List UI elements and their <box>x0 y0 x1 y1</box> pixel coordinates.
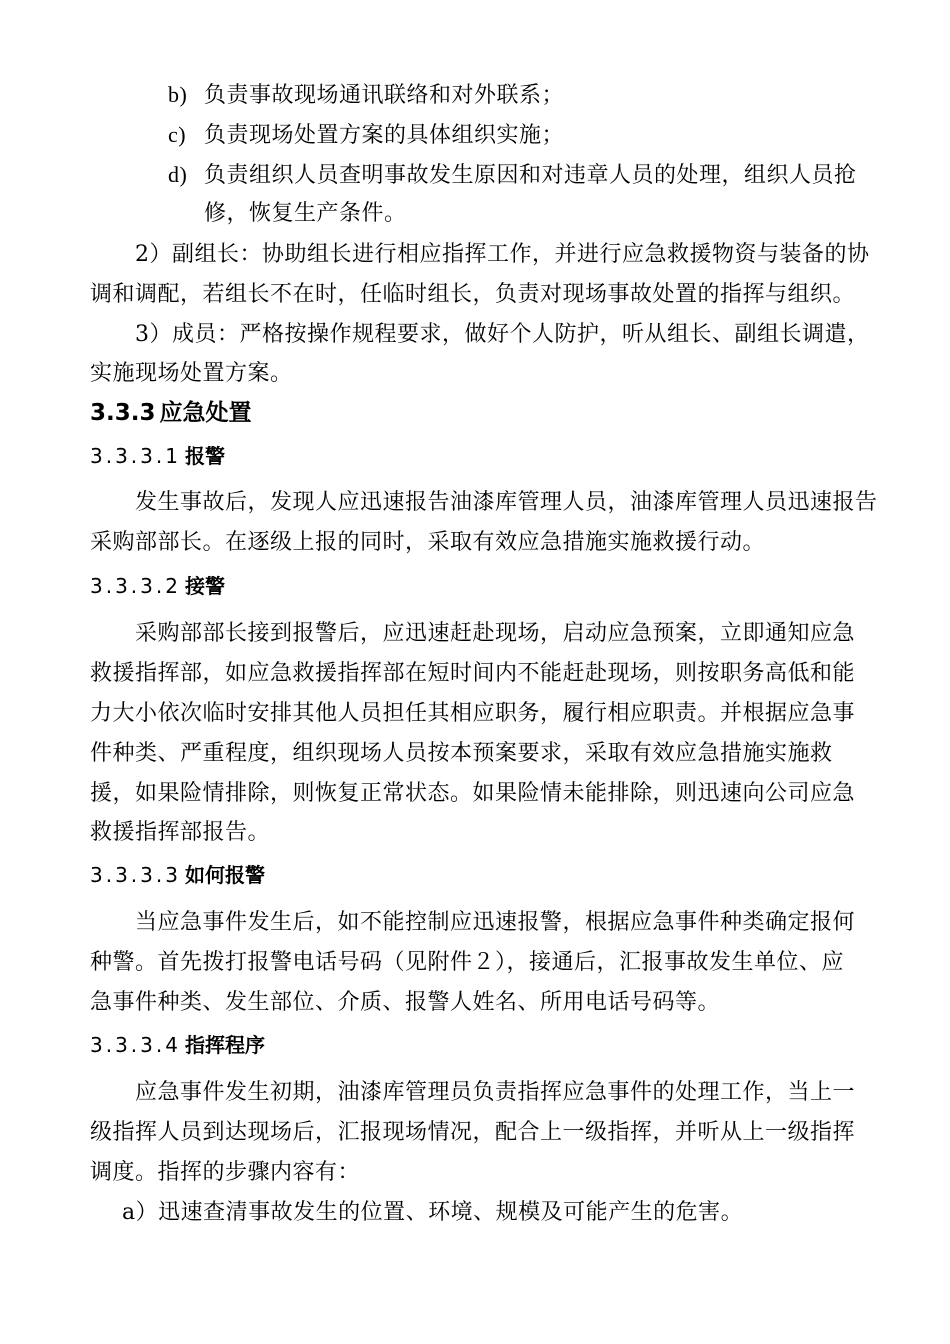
paragraph-line: 件种类、严重程度，组织现场人员按本预案要求，采取有效应急措施实施救 <box>90 741 833 766</box>
subsection-title: 指挥程序 <box>184 1033 265 1057</box>
paragraph-line: 救援指挥部报告。 <box>90 820 271 845</box>
paragraph-line: 发生事故后，发现人应迅速报告油漆库管理人员，油漆库管理人员迅速报告 <box>135 490 878 515</box>
paragraph-line: 实施现场处置方案。 <box>90 361 293 386</box>
list-item-a: a）迅速查清事故发生的位置、环境、规模及可能产生的危害。 <box>122 1200 744 1225</box>
subsection-heading <box>90 442 225 470</box>
subsection-title: 如何报警 <box>184 863 265 887</box>
paragraph-line: 急事件种类、发生部位、介质、报警人姓名、所用电话号码等。 <box>90 990 721 1015</box>
paragraph-line: 应急事件发生初期，油漆库管理员负责指挥应急事件的处理工作，当上一 <box>135 1080 856 1105</box>
paragraph-line: 救援指挥部，如应急救援指挥部在短时间内不能赶赴现场，则按职务高低和能 <box>90 661 856 686</box>
subsection-heading <box>90 861 265 889</box>
subsection-title: 接警 <box>184 574 225 598</box>
paragraph-line: 采购部部长接到报警后，应迅速赶赴现场，启动应急预案，立即通知应急 <box>135 621 856 646</box>
paragraph-line: 3）成员：严格按操作规程要求，做好个人防护，听从组长、副组长调遣， <box>135 322 870 347</box>
paragraph-line: 种警。首先拨打报警电话号码（见附件２），接通后，汇报事故发生单位、应 <box>90 950 845 975</box>
subsection-title: 报警 <box>184 444 225 468</box>
section-number: 3.3.3 <box>90 400 156 426</box>
paragraph-line: 级指挥人员到达现场后，汇报现场情况，配合上一级指挥，并听从上一级指挥 <box>90 1120 856 1145</box>
subsection-heading <box>90 1031 265 1059</box>
list-marker: d) <box>168 162 188 187</box>
paragraph-line: 调度。指挥的步骤内容有： <box>90 1160 361 1185</box>
paragraph-line: 当应急事件发生后，如不能控制应迅速报警，根据应急事件种类确定报何 <box>135 910 856 935</box>
list-item-text: 负责现场处置方案的具体组织实施； <box>204 123 565 148</box>
list-item-b <box>168 80 564 111</box>
paragraph-line: 援，如果险情排除，则恢复正常状态。如果险情未能排除，则迅速向公司应急 <box>90 781 856 806</box>
subsection-number: 3.3.3.3 <box>90 863 181 887</box>
paragraph-line: 2）副组长：协助组长进行相应指挥工作，并进行应急救援物资与装备的协 <box>135 242 870 267</box>
paragraph-line: 采购部部长。在逐级上报的同时，采取有效应急措施实施救援行动。 <box>90 530 766 555</box>
paragraph-line: 力大小依次临时安排其他人员担任其相应职务，履行相应职责。并根据应急事 <box>90 701 856 726</box>
section-title: 应急处置 <box>159 400 252 426</box>
subsection-heading <box>90 572 225 600</box>
list-item-d <box>168 160 857 191</box>
list-item-c <box>168 120 564 151</box>
subsection-number: 3.3.3.4 <box>90 1033 181 1057</box>
list-item-d-continuation: 修，恢复生产条件。 <box>204 201 407 226</box>
section-heading <box>90 398 252 428</box>
list-item-text: 负责事故现场通讯联络和对外联系； <box>204 83 565 108</box>
paragraph-line: 调和调配，若组长不在时，任临时组长，负责对现场事故处置的指挥与组织。 <box>90 282 856 307</box>
list-item-text: 负责组织人员查明事故发生原因和对违章人员的处理，组织人员抢 <box>204 163 857 188</box>
list-marker: c) <box>168 122 187 147</box>
subsection-number: 3.3.3.1 <box>90 444 181 468</box>
list-marker: b) <box>168 82 188 107</box>
subsection-number: 3.3.3.2 <box>90 574 181 598</box>
